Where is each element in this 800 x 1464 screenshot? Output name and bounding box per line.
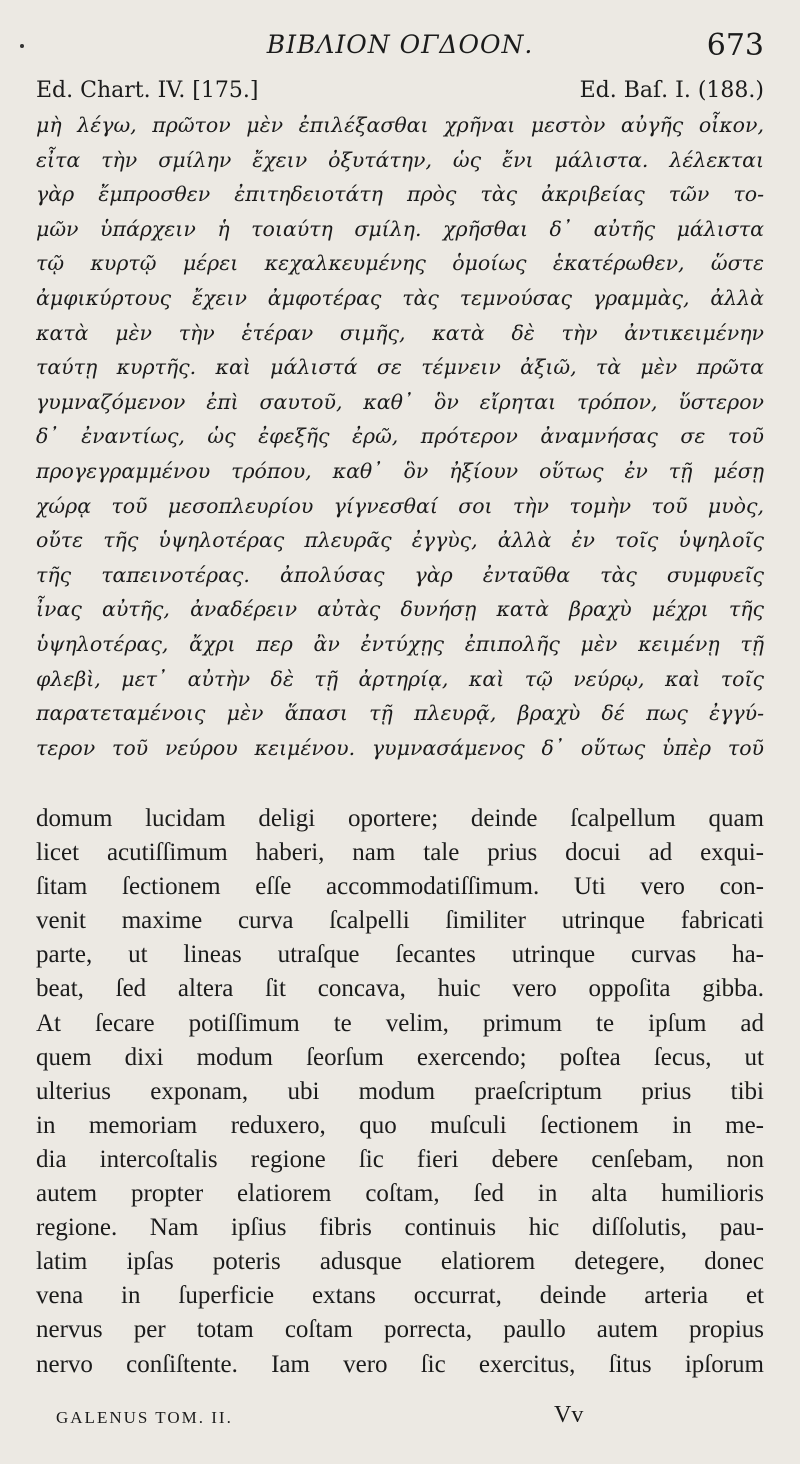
latin-text-line: quem dixi modum ſeorſum exercendo; poſtea ſecus, ut: [36, 1043, 764, 1071]
greek-text-line: γυμναζόμενον ἐπὶ σαυτοῦ, καθ᾽ ὃν εἴρηται τρόπον, ὕστερον: [36, 389, 764, 414]
latin-text-line: beat, ſed altera ſit concava, huic vero oppoſita gibba.: [36, 975, 764, 1003]
latin-text-line: dia intercoſtalis regione ſic fieri debere cenſebam, non: [36, 1145, 764, 1173]
greek-text-line: χώρᾳ τοῦ μεσοπλευρίου γίγνεσθαί σοι τὴν τομὴν τοῦ μυὸς,: [36, 493, 764, 518]
latin-text-line: nervo conſiſtente. Iam vero ſic exercitus, ſitus ipſorum: [36, 1350, 764, 1378]
greek-text-line: γὰρ ἔμπροσθεν ἐπιτηδειοτάτη πρὸς τὰς ἀκριβείας τῶν το-: [36, 182, 764, 207]
greek-text-line: εἶτα τὴν σμίλην ἔχειν ὀξυτάτην, ὡς ἔνι μάλιστα. λέλεκται: [36, 147, 764, 172]
greek-text-line: ὑψηλοτέρας, ἄχρι περ ἂν ἐντύχῃς ἐπιπολῆς μὲν κειμένῃ τῇ: [36, 631, 764, 656]
greek-text-line: ταύτῃ κυρτῆς. καὶ μάλιστά σε τέμνειν ἀξιῶ, τὰ μὲν πρῶτα: [36, 355, 764, 380]
latin-text-line: autem propter elatiorem coſtam, ſed in alta humilioris: [36, 1180, 764, 1208]
latin-text-line: in memoriam reduxero, quo muſculi ſectionem in me-: [36, 1111, 764, 1139]
greek-text-line: ἶνας αὐτῆς, ἀναδέρειν αὐτὰς δυνήσῃ κατὰ βραχὺ μέχρι τῆς: [36, 597, 764, 622]
greek-text-line: παρατεταμένοις μὲν ἅπασι τῇ πλευρᾷ, βραχὺ δέ πως ἐγγύ-: [36, 701, 764, 726]
running-head: [0, 28, 800, 68]
latin-text-line: vena in ſuperficie extans occurrat, deinde arteria et: [36, 1282, 764, 1310]
greek-text-line: τῆς ταπεινοτέρας. ἀπολύσας γὰρ ἐνταῦθα τὰς συμφυεῖς: [36, 562, 764, 587]
greek-text-block: [36, 108, 764, 765]
greek-text-line: φλεβὶ, μετ᾽ αὐτὴν δὲ τῇ ἀρτηρίᾳ, καὶ τῷ νεύρῳ, καὶ τοῖς: [36, 666, 764, 691]
latin-text-line: nervus per totam coſtam porrecta, paullo autem propius: [36, 1316, 764, 1344]
page-footer: [56, 1402, 764, 1436]
latin-text-line: parte, ut lineas utraſque ſecantes utrinque curvas ha-: [36, 941, 764, 969]
edition-references: [36, 78, 764, 108]
latin-text-line: venit maxime curva ſcalpelli ſimiliter utrinque fabricati: [36, 907, 764, 935]
edition-reference-right: Ed. Baſ. I. (188.): [579, 78, 764, 103]
page-number: 673: [706, 28, 764, 63]
greek-text-line: μὴ λέγω, πρῶτον μὲν ἐπιλέξασθαι χρῆναι μεστὸν αὐγῆς οἶκον,: [36, 113, 764, 137]
book-title: ΒΙΒΛΙΟΝ ΟΓΔΟΟΝ.: [266, 30, 534, 59]
latin-text-block: [36, 802, 764, 1382]
latin-text-line: licet acutiſſimum haberi, nam tale prius docui ad exqui-: [36, 839, 764, 867]
greek-text-line: ἀμφικύρτους ἔχειν ἀμφοτέρας τὰς τεμνούσας γραμμὰς, ἀλλὰ: [36, 285, 764, 310]
latin-text-line: regione. Nam ipſius fibris continuis hic diſſolutis, pau-: [36, 1214, 764, 1242]
latin-text-line: domum lucidam deligi oportere; deinde ſcalpellum quam: [36, 805, 764, 832]
greek-text-line: τῷ κυρτῷ μέρει κεχαλκευμένης ὁμοίως ἑκατέρωθεν, ὥστε: [36, 251, 764, 276]
edition-reference-left: Ed. Chart. IV. [175.]: [36, 78, 259, 103]
volume-signature: GALENUS TOM. II.: [56, 1408, 233, 1427]
latin-text-line: ulterius exponam, ubi modum praeſcriptum prius tibi: [36, 1077, 764, 1105]
greek-text-line: προγεγραμμένου τρόπου, καθ᾽ ὃν ἠξίουν οὕτως ἐν τῇ μέσῃ: [36, 458, 764, 483]
greek-text-line: οὔτε τῆς ὑψηλοτέρας πλευρᾶς ἐγγὺς, ἀλλὰ ἐν τοῖς ὑψηλοῖς: [36, 528, 764, 553]
greek-text-line: δ᾽ ἐναντίως, ὡς ἐφεξῆς ἐρῶ, πρότερον ἀναμνήσας σε τοῦ: [36, 424, 764, 449]
greek-text-line: τερον τοῦ νεύρου κειμένου. γυμνασάμενος δ᾽ οὕτως ὑπὲρ τοῦ: [36, 735, 764, 760]
greek-text-line: μῶν ὑπάρχειν ἡ τοιαύτη σμίλη. χρῆσθαι δ᾽ αὐτῆς μάλιστα: [36, 216, 764, 241]
latin-text-line: At ſecare potiſſimum te velim, primum te ipſum ad: [36, 1009, 764, 1037]
gathering-signature: Vv: [554, 1402, 584, 1428]
latin-text-line: latim ipſas poteris adusque elatiorem detegere, donec: [36, 1248, 764, 1276]
latin-text-line: ſitam ſectionem eſſe accommodatiſſimum. Uti vero con-: [36, 873, 764, 901]
greek-text-line: κατὰ μὲν τὴν ἑτέραν σιμῆς, κατὰ δὲ τὴν ἀντικειμένην: [36, 320, 764, 345]
